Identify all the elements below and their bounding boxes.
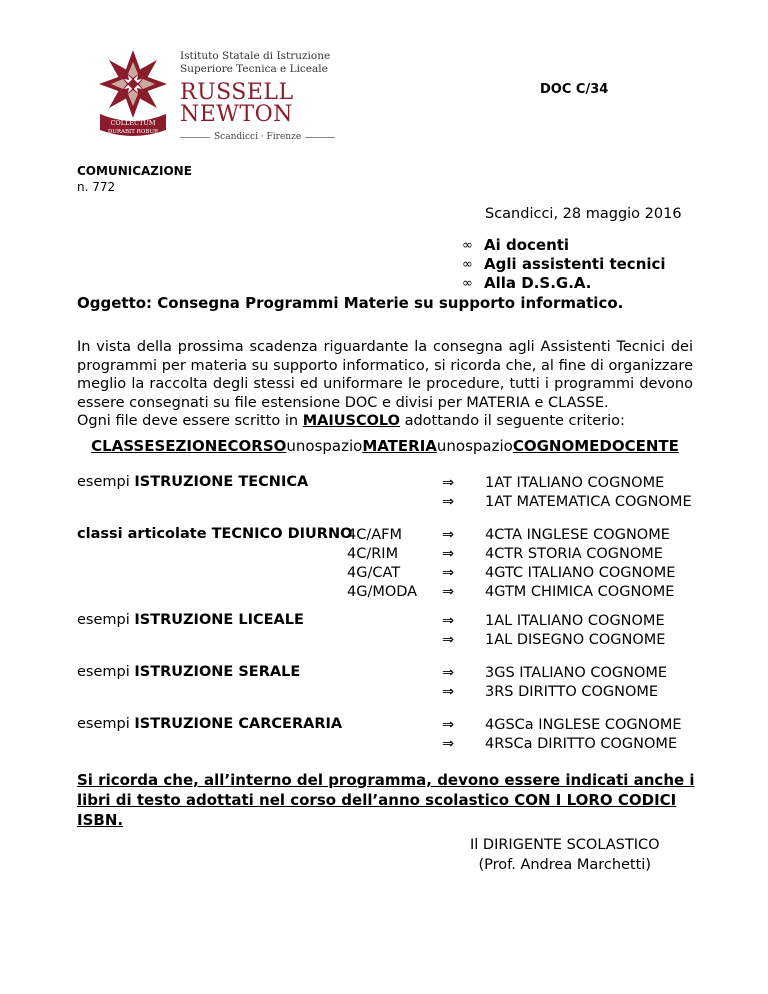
example-arrows [442,716,454,754]
example-label-diurno: classi articolate TECNICO DIURNO [77,526,353,542]
communication-label: COMUNICAZIONE [77,164,192,178]
example-label-tecnica: esempi ISTRUZIONE TECNICA [77,474,309,490]
arrow-icon: ⇒ [442,565,455,581]
infinity-bullet-icon: ∞ [462,238,473,253]
recipient-text: Agli assistenti tecnici [484,255,666,273]
document-date: Scandicci, 28 maggio 2016 [485,206,682,222]
arrow-icon: ⇒ [442,613,455,629]
doc-code: DOC C/34 [540,82,609,97]
recipient-text: Ai docenti [484,236,570,254]
uppercase-emphasis: MAIUSCOLO [302,413,400,429]
recipient-item [462,255,666,274]
logo-motto-1: COLLECTUM [110,119,156,127]
example-arrows [442,664,454,702]
example-file: 4GTC ITALIANO COGNOME [485,565,676,581]
isbn-note: Si ricorda che, all’interno del programma, devono essere indicati anche i libri di testo adottati nel corso dell’anno scolastico CON I LORO CODICI ISBN. [77,771,695,829]
body-text: In vista della prossima scadenza riguardante la consegna agli Assistenti Tecnici dei programmi per materia su supporto informatico, si ricorda che, al fine di organizzare meglio la raccolta degli stessi ed uniformare le procedure, tutti i programmi devono essere consegnati su file estensione DOC e divisi per MATERIA e CLASSE. [77,339,693,411]
example-file: 4CTR STORIA COGNOME [485,546,663,562]
arrow-icon: ⇒ [442,527,455,543]
example-classes-diurno [347,526,417,602]
class-code: 4G/CAT [347,565,401,581]
example-file: 3GS ITALIANO COGNOME [485,665,668,681]
arrow-icon: ⇒ [442,684,455,700]
institute-city: Scandicci · Firenze [214,132,302,142]
signature-role: Il DIRIGENTE SCOLASTICO [470,837,660,853]
class-code: 4C/RIM [347,546,399,562]
arrow-icon: ⇒ [442,494,455,510]
example-label-carceraria: esempi ISTRUZIONE CARCERARIA [77,716,343,732]
example-files-tecnica [485,474,692,512]
naming-criterion: CLASSESEZIONECORSOunospazioMATERIAunospazioCOGNOMEDOCENTE [91,437,679,455]
arrow-icon: ⇒ [442,546,455,562]
arrow-icon: ⇒ [442,717,455,733]
example-file: 4GTM CHIMICA COGNOME [485,584,675,600]
example-files-liceale [485,612,665,650]
signature-name: (Prof. Andrea Marchetti) [478,857,651,873]
example-file: 3RS DIRITTO COGNOME [485,684,659,700]
institute-city-row [180,132,335,142]
example-files-carceraria [485,716,682,754]
arrow-icon: ⇒ [442,665,455,681]
communication-block [77,163,192,195]
arrow-icon: ⇒ [442,632,455,648]
example-file: 1AL DISEGNO COGNOME [485,632,666,648]
example-arrows [442,474,454,512]
logo-motto-2: DURABIT ROBUR [107,129,159,135]
infinity-bullet-icon: ∞ [462,257,473,272]
example-file: 1AT MATEMATICA COGNOME [485,494,692,510]
institute-name-1: RUSSELL [180,80,294,105]
body-paragraph [77,338,693,431]
signature-block [470,835,660,875]
institute-name-2: NEWTON [180,102,293,127]
example-file: 4GSCa INGLESE COGNOME [485,717,682,733]
institute-line-1: Istituto Statale di Istruzione [180,50,331,62]
recipient-item [462,236,666,255]
infinity-bullet-icon: ∞ [462,276,473,291]
recipient-text: Alla D.S.G.A. [484,274,592,292]
body-criterion-intro: Ogni file deve essere scritto in MAIUSCOLO adottando il seguente criterio: [77,413,625,429]
example-file: 4CTA INGLESE COGNOME [485,527,670,543]
class-code: 4C/AFM [347,527,403,543]
example-files-serale [485,664,667,702]
example-label-serale: esempi ISTRUZIONE SERALE [77,664,301,680]
example-arrows [442,526,454,602]
example-file: 1AL ITALIANO COGNOME [485,613,665,629]
institute-header [180,50,335,142]
recipients-list [462,236,666,293]
example-file: 1AT ITALIANO COGNOME [485,475,665,491]
arrow-icon: ⇒ [442,584,455,600]
institute-logo [88,44,178,138]
example-file: 4RSCa DIRITTO COGNOME [485,736,678,752]
example-files-diurno [485,526,675,602]
recipient-item [462,274,666,293]
arrow-icon: ⇒ [442,736,455,752]
communication-number: n. 772 [77,180,116,194]
subject-line: Oggetto: Consegna Programmi Materie su supporto informatico. [77,294,624,312]
institute-line-2: Superiore Tecnica e Liceale [180,63,328,75]
example-label-liceale: esempi ISTRUZIONE LICEALE [77,612,304,628]
class-code: 4G/MODA [347,584,418,600]
example-arrows [442,612,454,650]
arrow-icon: ⇒ [442,475,455,491]
